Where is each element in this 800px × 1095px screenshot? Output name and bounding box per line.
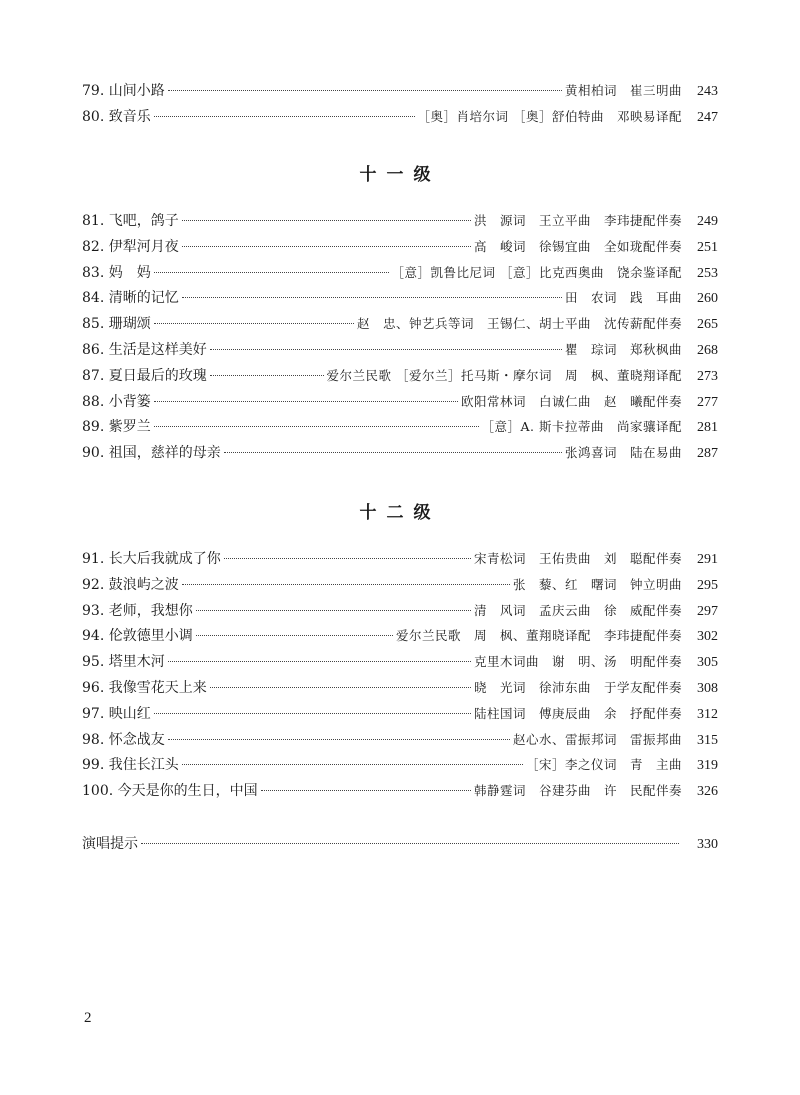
entry-title: 97. 映山红: [82, 705, 151, 722]
toc-entry[interactable]: [82, 701, 718, 727]
entry-credits: 陆柱国词 傅庚辰曲 余 抒配伴奏: [473, 705, 682, 721]
entry-title: 81. 飞吧，鸽子: [82, 213, 179, 229]
entry-credits: 赵心水、雷振邦词 雷振邦曲: [512, 731, 682, 747]
entry-page-number: 295: [697, 577, 718, 593]
entry-title: 84. 清晰的记忆: [82, 290, 179, 307]
entry-credits: 清 风词 孟庆云曲 徐 威配伴奏: [473, 602, 682, 618]
dot-leader: [154, 713, 471, 714]
entry-title: 95. 塔里木河: [82, 654, 165, 671]
entry-page-number: 249: [697, 214, 718, 229]
dot-leader: [261, 790, 471, 791]
entry-title: 79. 山间小路: [82, 83, 165, 99]
entry-page-number: 251: [697, 239, 718, 255]
top-entries: [82, 78, 718, 130]
dot-leader: [182, 584, 510, 585]
entry-page-number: 243: [697, 84, 718, 99]
dot-leader: [210, 375, 324, 376]
entry-page-number: 265: [697, 317, 718, 333]
entry-credits: 高 峻词 徐锡宜曲 全如珑配伴奏: [473, 238, 682, 254]
dot-leader: [182, 297, 562, 298]
entry-title: 90. 祖国，慈祥的母亲: [82, 445, 221, 462]
toc-entry[interactable]: [82, 285, 718, 311]
dot-leader: [182, 246, 471, 247]
toc-entry[interactable]: [82, 234, 718, 260]
toc-entry[interactable]: [82, 78, 718, 104]
entry-credits: 洪 源词 王立平曲 李玮捷配伴奏: [473, 213, 682, 228]
dot-leader: [210, 349, 562, 350]
toc-entry[interactable]: [82, 752, 718, 778]
dot-leader: [168, 739, 510, 740]
dot-leader: [154, 116, 415, 117]
entry-page-number: 319: [697, 758, 718, 774]
toc-entry[interactable]: [82, 598, 718, 624]
toc-entry[interactable]: [82, 337, 718, 363]
entry-title: 94. 伦敦德里小调: [82, 628, 193, 645]
entry-credits: ［奥］肖培尔词 ［奥］舒伯特曲 邓映易译配: [417, 108, 682, 124]
entry-title: 86. 生活是这样美好: [82, 341, 207, 358]
dot-leader: [210, 687, 471, 688]
entry-credits: 赵 忠、钟艺兵等词 王锡仁、胡士平曲 沈传薪配伴奏: [356, 316, 682, 332]
grade-12-list: [82, 546, 718, 804]
entry-title: 83. 妈 妈: [82, 264, 151, 281]
entry-credits: ［意］凯鲁比尼词 ［意］比克西奥曲 饶余鉴译配: [391, 264, 682, 280]
entry-page-number: 312: [697, 706, 718, 722]
entry-credits: 张 藜、红 曙词 钟立明曲: [512, 576, 682, 592]
toc-entry[interactable]: [82, 363, 718, 389]
entry-page-number: 305: [697, 655, 718, 671]
entry-page-number: 297: [697, 603, 718, 619]
dot-leader: [141, 843, 679, 844]
entry-title: 演唱提示: [82, 836, 138, 852]
entry-page-number: 253: [697, 265, 718, 281]
toc-entry[interactable]: [82, 260, 718, 286]
page-number: 2: [84, 1010, 92, 1026]
entry-title: 91. 长大后我就成了你: [82, 551, 221, 567]
toc-entry[interactable]: [82, 572, 718, 598]
entry-page-number: 330: [697, 837, 718, 852]
dot-leader: [224, 452, 562, 453]
entry-page-number: 277: [697, 394, 718, 410]
grade-11-list: [82, 208, 718, 466]
dot-leader: [168, 90, 562, 91]
entry-credits: 瞿 琮词 郑秋枫曲: [564, 341, 682, 357]
toc-entry[interactable]: [82, 546, 718, 572]
entry-credits: 爱尔兰民歌 周 枫、董翔晓译配 李玮捷配伴奏: [395, 628, 682, 644]
entry-title: 99. 我住长江头: [82, 757, 179, 774]
toc-entry[interactable]: [82, 208, 718, 234]
entry-credits: 田 农词 践 耳曲: [564, 290, 682, 306]
toc-entry[interactable]: [82, 778, 718, 804]
dot-leader: [182, 220, 471, 221]
entry-page-number: 308: [697, 680, 718, 696]
entry-page-number: 260: [697, 291, 718, 307]
dot-leader: [154, 323, 354, 324]
toc-entry[interactable]: [82, 311, 718, 337]
entry-page-number: 268: [697, 342, 718, 358]
entry-page-number: 273: [697, 368, 718, 384]
toc-entry[interactable]: [82, 623, 718, 649]
entry-credits: 爱尔兰民歌 ［爱尔兰］托马斯・摩尔词 周 枫、董晓翔译配: [326, 367, 682, 383]
entry-credits: 张鸿喜词 陆在易曲: [564, 445, 682, 461]
appendix-section: [82, 832, 718, 858]
toc-entry-appendix[interactable]: [82, 832, 718, 858]
entry-title: 85. 珊瑚颂: [82, 316, 151, 333]
entry-title: 89. 紫罗兰: [82, 419, 151, 436]
entry-credits: 韩静霆词 谷建芬曲 许 民配伴奏: [473, 783, 682, 799]
entry-title: 100. 今天是你的生日，中国: [82, 783, 258, 800]
entry-credits: 欧阳常林词 白诚仁曲 赵 曦配伴奏: [460, 393, 682, 409]
grade-11-heading: 十一级: [359, 165, 441, 185]
entry-title: 92. 鼓浪屿之波: [82, 576, 179, 593]
entry-title: 96. 我像雪花天上来: [82, 679, 207, 696]
entry-credits: 克里木词曲 谢 明、汤 明配伴奏: [473, 654, 682, 670]
entry-title: 82. 伊犁河月夜: [82, 238, 179, 255]
entry-credits: 黄相柏词 崔三明曲: [564, 83, 682, 98]
toc-entry[interactable]: [82, 414, 718, 440]
entry-title: 98. 怀念战友: [82, 731, 165, 748]
entry-title: 87. 夏日最后的玫瑰: [82, 367, 207, 384]
entry-page-number: 247: [697, 109, 718, 125]
entry-page-number: 287: [697, 446, 718, 462]
dot-leader: [154, 401, 458, 402]
entry-credits: 宋青松词 王佑贵曲 刘 聪配伴奏: [473, 551, 682, 566]
toc-entry[interactable]: [82, 675, 718, 701]
toc-entry[interactable]: [82, 649, 718, 675]
entry-page-number: 315: [697, 732, 718, 748]
entry-credits: ［意］A. 斯卡拉蒂曲 尚家骧译配: [481, 419, 682, 435]
entry-credits: 晓 光词 徐沛东曲 于学友配伴奏: [473, 679, 682, 695]
dot-leader: [168, 661, 471, 662]
entry-page-number: 326: [697, 784, 718, 800]
entry-title: 88. 小背篓: [82, 393, 151, 410]
dot-leader: [224, 558, 471, 559]
dot-leader: [196, 610, 471, 611]
grade-12-heading: 十二级: [359, 503, 441, 523]
entry-credits: ［宋］李之仪词 青 主曲: [525, 757, 682, 773]
entry-page-number: 302: [697, 629, 718, 645]
toc-entry[interactable]: [82, 440, 718, 466]
dot-leader: [154, 272, 389, 273]
toc-entry[interactable]: [82, 389, 718, 415]
dot-leader: [154, 426, 479, 427]
entry-title: 93. 老师，我想你: [82, 602, 193, 619]
entry-page-number: 281: [697, 420, 718, 436]
dot-leader: [182, 764, 523, 765]
toc-entry[interactable]: [82, 104, 718, 130]
dot-leader: [196, 635, 393, 636]
toc-entry[interactable]: [82, 727, 718, 753]
entry-page-number: 291: [697, 552, 718, 567]
entry-title: 80. 致音乐: [82, 108, 151, 125]
